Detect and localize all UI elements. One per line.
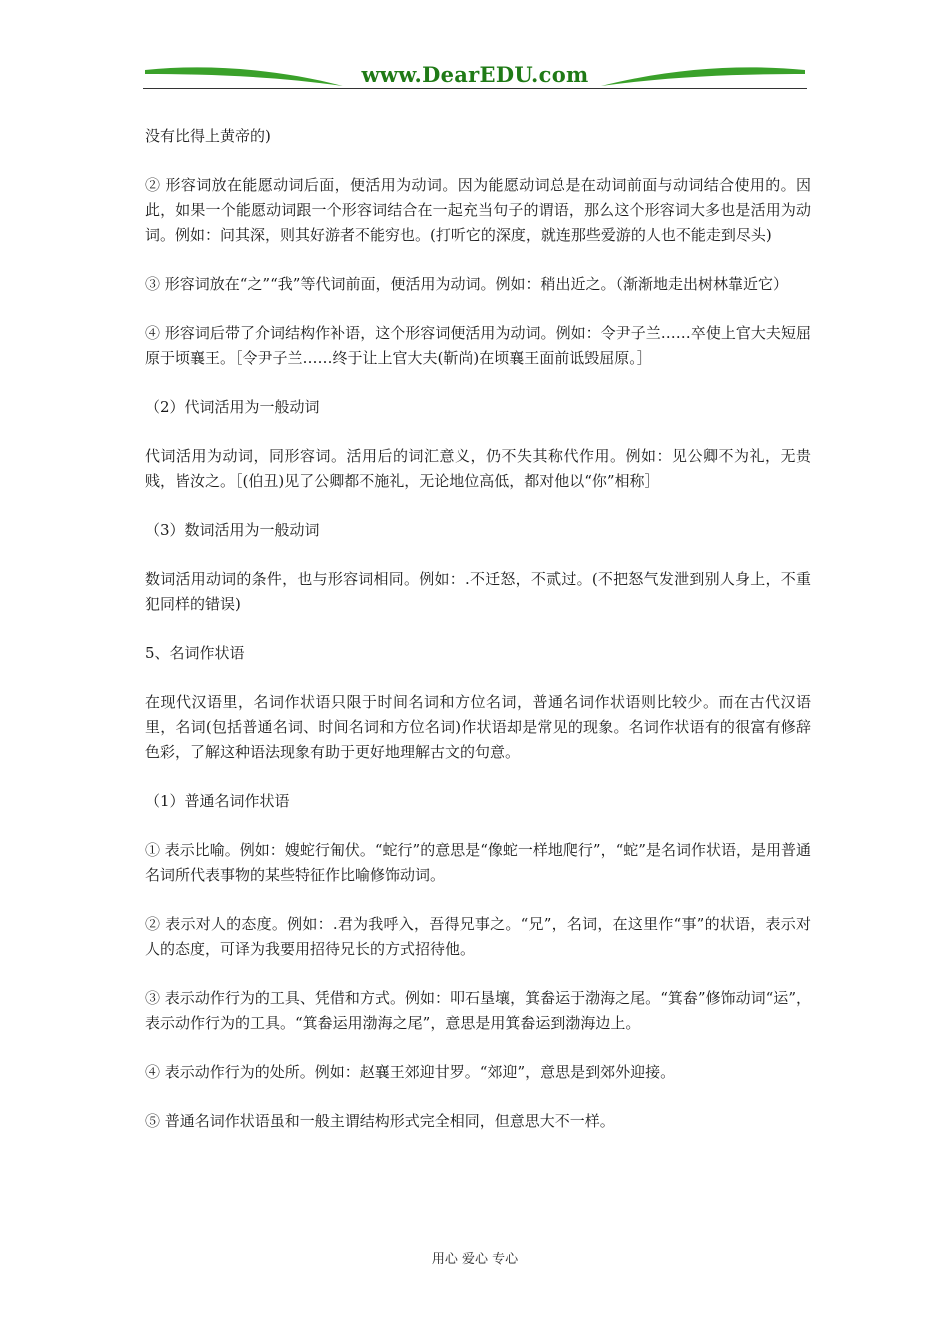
paragraph: ⑤ 普通名词作状语虽和一般主谓结构形式完全相同，但意思大不一样。 <box>145 1112 615 1130</box>
paragraph: 数词活用动词的条件，也与形容词相同。例如：.不迁怒，不贰过。(不把怒气发泄到别人身上，不重犯同样的错误) <box>145 570 811 613</box>
document-body <box>145 124 811 1158</box>
site-header <box>143 60 807 92</box>
section-heading: （2）代词活用为一般动词 <box>145 398 320 416</box>
paragraph: ② 形容词放在能愿动词后面，便活用为动词。因为能愿动词总是在动词前面与动词结合使用的。因此，如果一个能愿动词跟一个形容词结合在一起充当句子的谓语，那么这个形容词大多也是活用为动词。例如：问其深，则其好游者不能穷也。(打听它的深度，就连那些爱游的人也不能走到尽头) <box>145 176 811 244</box>
paragraph: ④ 表示动作行为的处所。例如：赵襄王郊迎甘罗。“郊迎”，意思是到郊外迎接。 <box>145 1063 676 1081</box>
paragraph: ③ 表示动作行为的工具、凭借和方式。例如：叩石垦壤，箕畚运于渤海之尾。“箕畚”修饰动词“运”，表示动作行为的工具。“箕畚运用渤海之尾”，意思是用箕畚运到渤海边上。 <box>145 989 811 1032</box>
header-rule <box>143 88 807 89</box>
section-heading: 5、名词作状语 <box>145 644 245 662</box>
paragraph: 代词活用为动词，同形容词。活用后的词汇意义，仍不失其称代作用。例如：见公卿不为礼，无贵贱，皆汝之。［(伯丑)见了公卿都不施礼，无论地位高低，都对他以“你”相称］ <box>145 447 811 490</box>
page-footer: 用心 爱心 专心 <box>431 1252 519 1267</box>
paragraph: ④ 形容词后带了介词结构作补语，这个形容词便活用为动词。例如：令尹子兰……卒使上官大夫短屈原于顷襄王。［令尹子兰……终于让上官大夫(靳尚)在顷襄王面前诋毁屈原。］ <box>145 324 811 367</box>
paragraph: ② 表示对人的态度。例如：.君为我呼入，吾得兄事之。“兄”，名词，在这里作“事”的状语，表示对人的态度，可译为我要用招待兄长的方式招待他。 <box>145 915 811 958</box>
paragraph: ① 表示比喻。例如：嫂蛇行匍伏。“蛇行”的意思是“像蛇一样地爬行”，“蛇”是名词作状语，是用普通名词所代表事物的某些特征作比喻修饰动词。 <box>145 841 811 884</box>
section-heading: （3）数词活用为一般动词 <box>145 521 320 539</box>
paragraph: ③ 形容词放在“之”“我”等代词前面，便活用为动词。例如：稍出近之。（渐渐地走出树林靠近它） <box>145 275 788 293</box>
section-heading: （1）普通名词作状语 <box>145 792 290 810</box>
paragraph: 没有比得上黄帝的) <box>145 127 271 145</box>
site-logo-text: www.DearEDU.com <box>361 62 589 87</box>
paragraph: 在现代汉语里，名词作状语只限于时间名词和方位名词，普通名词作状语则比较少。而在古代汉语里，名词(包括普通名词、时间名词和方位名词)作状语却是常见的现象。名词作状语有的很富有修辞色彩，了解这种语法现象有助于更好地理解古文的句意。 <box>145 693 811 761</box>
